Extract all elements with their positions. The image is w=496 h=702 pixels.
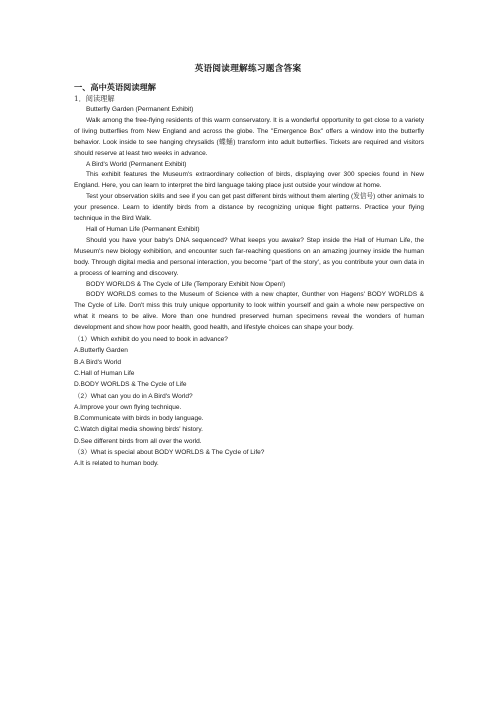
option-2a: A.Improve your own flying technique. (74, 403, 182, 411)
question-stem-2: （2）What can you do in A Bird's World? (74, 392, 193, 400)
exhibit-heading-birds: A Bird's World (Permanent Exhibit) (86, 160, 187, 168)
exhibit-heading-body-worlds: BODY WORLDS & The Cycle of Life (Temporary Exhibit Now Open!) (86, 280, 286, 288)
question-stem-3: （3）What is special about BODY WORLDS & The Cycle of Life? (74, 449, 265, 456)
question-label: 1．阅读理解 (74, 94, 115, 103)
option-3a: A.It is related to human body. (74, 460, 159, 468)
paragraph-body-worlds: BODY WORLDS comes to the Museum of Science with a new chapter, Gunther von Hagens' BODY WORLDS & The Cycle of Life. Don't miss this truly unique opportunity to look within yourself and gain a whole new perspective on what it means to be alive. More than one hundred preserved human specimens reveal the wonders of human development and show how poor health, good health, and lifestyle choices can shape your body. (74, 291, 424, 332)
option-1b: B.A Bird's World (74, 358, 121, 366)
option-1d: D.BODY WORLDS & The Cycle of Life (74, 381, 187, 389)
reading-passage (74, 105, 424, 334)
option-1c: C.Hall of Human Life (74, 369, 135, 377)
paragraph-birds-2: Test your observation skills and see if you can get past different birds without them alerting (发信号) other animals to your presence. Learn to identify birds from a distance by recognizing unique flight patterns. Practice your flying technique in the Bird Walk. (74, 193, 424, 223)
section-heading: 一、高中英语阅读理解 (74, 82, 156, 92)
option-2b: B.Communicate with birds in body language. (74, 415, 204, 423)
exhibit-heading-human-life: Hall of Human Life (Permanent Exhibit) (86, 225, 200, 233)
option-1a: A.Butterfly Garden (74, 347, 128, 355)
exhibit-heading-butterfly: Butterfly Garden (Permanent Exhibit) (86, 106, 194, 113)
option-2c: C.Watch digital media showing birds' history. (74, 426, 203, 434)
document-title: 英语阅读理解练习题含答案 (194, 64, 302, 74)
document-content (74, 82, 424, 470)
question-stem-1: （1）Which exhibit do you need to book in advance? (74, 336, 228, 344)
option-2d: D.See different birds from all over the world. (74, 437, 202, 445)
paragraph-birds-1: This exhibit features the Museum's extraordinary collection of birds, displaying over 300 species found in New England. Here, you can learn to interpret the bird language taking place just outside your window at home. (74, 171, 424, 190)
paragraph-butterfly: Walk among the free-flying residents of this warm conservatory. It is a wonderful opportunity to get close to a variety of living butterflies from New England and across the globe. The "Emergence Box" offers a window into the butterfly behavior. Look inside to see hanging chrysalids (蝶蛹) transform into adult butterflies. Tickets are required and visitors should reserve at least two weeks in advance. (74, 116, 424, 157)
questions (74, 334, 424, 470)
paragraph-human-life: Should you have your baby's DNA sequenced? What keeps you awake? Step inside the Hall of Human Life, the Museum's new biology exhibition, and encounter such far-reaching questions on an amazing journey inside the human body. Through digital media and personal interaction, you become "part of the story', as you contribute your own data in a process of learning and discovery. (74, 236, 424, 277)
